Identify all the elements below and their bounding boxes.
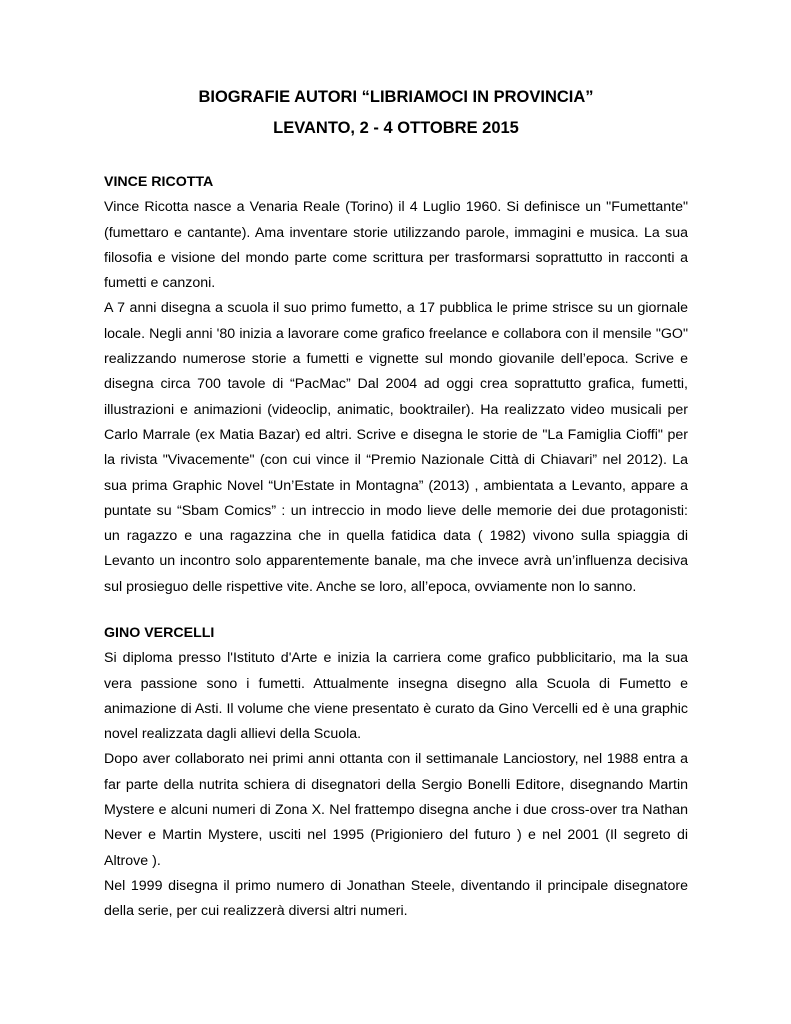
author-paragraph: A 7 anni disegna a scuola il suo primo fumetto, a 17 pubblica le prime strisce su un giornale locale. Negli anni '80 inizia a lavorare come grafico freelance e collabora con il mensile "GO" realizzando numerose storie a fumetti e vignette sul mondo giovanile dell’epoca. Scrive e disegna circa 700 tavole di “PacMac” Dal 2004 ad oggi crea soprattutto grafica, fumetti, illustrazioni e animazioni (videoclip, animatic, booktrailer). Ha realizzato video musicali per Carlo Marrale (ex Matia Bazar) ed altri. Scrive e disegna le storie de "La Famiglia Cioffi" per la rivista "Vivacemente" (con cui vince il “Premio Nazionale Città di Chiavari” nel 2012). La sua prima Graphic Novel “Un’Estate in Montagna” (2013) , ambientata a Levanto, appare a puntate su “Sbam Comics” : un intreccio in modo lieve delle memorie dei due protagonisti: un ragazzo e una ragazzina che in quella fatidica data ( 1982) vivono sulla spiaggia di Levanto un incontro solo apparentemente banale, ma che invece avrà un’influenza decisiva sul prosieguo delle rispettive vite. Anche se loro, all’epoca, ovviamente non lo sanno. xyxy=(104,300,688,595)
author-name: VINCE RICOTTA xyxy=(104,174,214,190)
document-subtitle: LEVANTO, 2 - 4 OTTOBRE 2015 xyxy=(273,119,519,137)
document-title: BIOGRAFIE AUTORI “LIBRIAMOCI IN PROVINCIA” xyxy=(198,88,594,106)
author-name: GINO VERCELLI xyxy=(104,625,215,641)
author-paragraph: Si diploma presso l'Istituto d'Arte e inizia la carriera come grafico pubblicitario, ma la sua vera passione sono i fumetti. Attualmente insegna disegno alla Scuola di Fumetto e animazione di Asti. Il volume che viene presentato è curato da Gino Vercelli ed è una graphic novel realizzata dagli allievi della Scuola. xyxy=(104,650,688,743)
author-section-vince-ricotta xyxy=(104,170,688,600)
author-paragraph: Nel 1999 disegna il primo numero di Jonathan Steele, diventando il principale disegnatore della serie, per cui realizzerà diversi altri numeri. xyxy=(104,877,688,920)
author-section-gino-vercelli xyxy=(104,621,688,925)
author-paragraph: Vince Ricotta nasce a Venaria Reale (Torino) il 4 Luglio 1960. Si definisce un "Fumettante" (fumettaro e cantante). Ama inventare storie utilizzando parole, immagini e musica. La sua filosofia e visione del mondo parte come scrittura per trasformarsi soprattutto in racconti a fumetti e canzoni. xyxy=(104,199,688,292)
author-paragraph: Dopo aver collaborato nei primi anni ottanta con il settimanale Lanciostory, nel 1988 entra a far parte della nutrita schiera di disegnatori della Sergio Bonelli Editore, disegnando Martin Mystere e alcuni numeri di Zona X. Nel frattempo disegna anche i due cross-over tra Nathan Never e Martin Mystere, usciti nel 1995 (Prigioniero del futuro ) e nel 2001 (Il segreto di Altrove ). xyxy=(104,751,688,869)
